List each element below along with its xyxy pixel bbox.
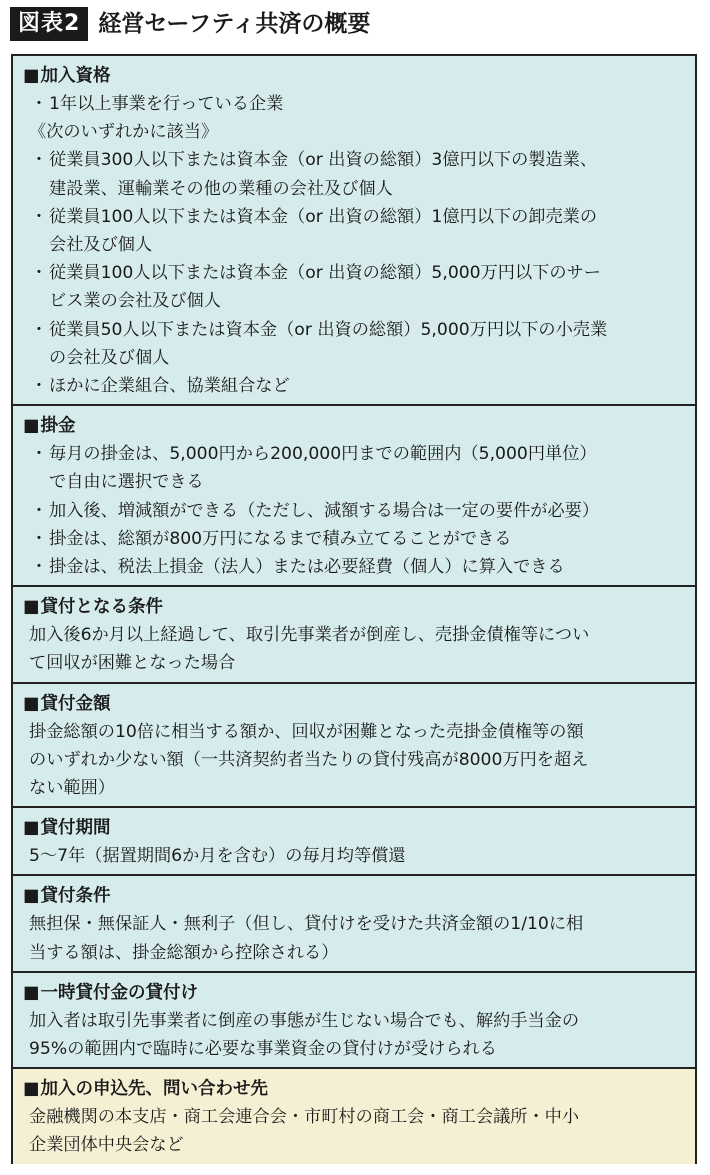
- bullet-text: [49, 440, 685, 496]
- text-line: て回収が困難となった場合: [29, 653, 236, 674]
- section-heading: [13, 876, 695, 910]
- bullet-item: [29, 440, 685, 496]
- bullet-text: [49, 372, 685, 400]
- section-heading-text: 貸付条件: [40, 886, 111, 907]
- section: [13, 56, 695, 404]
- text-line: 従業員50人以下または資本金（or 出資の総額）5,000万円以下の小売業: [49, 319, 608, 340]
- paragraph: [29, 842, 685, 870]
- bullet-item: [29, 316, 685, 372]
- overview-table: [11, 54, 697, 1164]
- text-line: 掛金は、税法上損金（法人）または必要経費（個人）に算入できる: [49, 557, 565, 578]
- text-line: 95%の範囲内で臨時に必要な事業資金の貸付けが受けられる: [29, 1039, 497, 1060]
- section-body: [13, 718, 695, 807]
- text-line: の会社及び個人: [49, 347, 170, 368]
- text-line: 会社及び個人: [49, 235, 153, 256]
- bullet-text: [49, 90, 685, 118]
- text-line: 1年以上事業を行っている企業: [49, 94, 284, 114]
- section: [13, 1067, 695, 1163]
- bullet-item: [29, 372, 685, 400]
- bullet-text: [49, 316, 685, 372]
- square-marker-icon: ■: [23, 886, 40, 907]
- bullet-item: [29, 90, 685, 118]
- bullet-dot-icon: ・: [30, 319, 48, 340]
- square-marker-icon: ■: [23, 416, 40, 437]
- text-line: 金融機関の本支店・商工会連合会・市町村の商工会・商工会議所・中小: [29, 1107, 580, 1128]
- bullet-dot-icon: ・: [30, 206, 48, 227]
- bullet-item: [29, 497, 685, 525]
- paragraph: [29, 621, 685, 677]
- section-body: [13, 90, 695, 404]
- text-line: 加入後6か月以上経過して、取引先事業者が倒産し、売掛金債権等につい: [29, 625, 590, 646]
- text-line: 当する額は、掛金総額から控除される）: [29, 942, 339, 963]
- square-marker-icon: ■: [23, 597, 40, 618]
- square-marker-icon: ■: [23, 818, 40, 839]
- text-line: 5〜7年（据置期間6か月を含む）の毎月均等償還: [29, 846, 406, 867]
- square-marker-icon: ■: [23, 693, 40, 714]
- paragraph: [29, 118, 685, 146]
- text-line: ほかに企業組合、協業組合など: [49, 376, 290, 397]
- section-heading-text: 掛金: [40, 416, 76, 437]
- text-line: 毎月の掛金は、5,000円から200,000円までの範囲内（5,000円単位）: [49, 444, 597, 465]
- section-body: [13, 621, 695, 681]
- section-body: [13, 1103, 695, 1163]
- bullet-item: [29, 259, 685, 315]
- section-body: [13, 1007, 695, 1067]
- section: [13, 806, 695, 874]
- section-heading: [13, 1069, 695, 1103]
- text-line: のいずれか少ない額（一共済契約者当たりの貸付残高が8000万円を超え: [29, 749, 589, 770]
- bullet-item: [29, 525, 685, 553]
- section-heading: [13, 406, 695, 440]
- text-line: ビス業の会社及び個人: [49, 291, 221, 312]
- section-heading: [13, 808, 695, 842]
- bullet-text: [49, 497, 685, 525]
- section-heading: [13, 56, 695, 90]
- bullet-dot-icon: ・: [30, 528, 48, 549]
- text-line: 従業員300人以下または資本金（or 出資の総額）3億円以下の製造業、: [49, 150, 598, 171]
- bullet-text: [49, 259, 685, 315]
- text-line: 加入者は取引先事業者に倒産の事態が生じない場合でも、解約手当金の: [29, 1010, 580, 1031]
- square-marker-icon: ■: [23, 982, 40, 1003]
- bullet-dot-icon: ・: [30, 94, 48, 114]
- bullet-text: [49, 525, 685, 553]
- bullet-text: [49, 553, 685, 581]
- bullet-dot-icon: ・: [30, 557, 48, 578]
- figure-title-row: [10, 6, 370, 42]
- paragraph: [29, 1007, 685, 1063]
- text-line: 《次のいずれかに該当》: [29, 122, 219, 143]
- text-line: 掛金総額の10倍に相当する額か、回収が困難となった売掛金債権等の額: [29, 721, 584, 742]
- section: [13, 682, 695, 807]
- text-line: 建設業、運輸業その他の業種の会社及び個人: [49, 178, 393, 199]
- section-body: [13, 842, 695, 874]
- text-line: 企業団体中央会など: [29, 1135, 184, 1156]
- figure-title: 経営セーフティ共済の概要: [98, 11, 371, 37]
- section-heading-text: 加入の申込先、問い合わせ先: [40, 1079, 269, 1100]
- bullet-dot-icon: ・: [30, 263, 48, 284]
- section: [13, 585, 695, 681]
- text-line: ない範囲）: [29, 778, 115, 799]
- section: [13, 874, 695, 970]
- section: [13, 404, 695, 585]
- section-heading-text: 貸付金額: [40, 693, 111, 714]
- bullet-text: [49, 146, 685, 202]
- text-line: で自由に選択できる: [49, 472, 204, 493]
- bullet-item: [29, 553, 685, 581]
- section-heading-text: 一時貸付金の貸付け: [40, 982, 199, 1003]
- section-heading: [13, 587, 695, 621]
- paragraph: [29, 910, 685, 966]
- text-line: 従業員100人以下または資本金（or 出資の総額）5,000万円以下のサー: [49, 263, 601, 284]
- text-line: 掛金は、総額が800万円になるまで積み立てることができる: [49, 528, 512, 549]
- text-line: 加入後、増減額ができる（ただし、減額する場合は一定の要件が必要）: [49, 500, 600, 521]
- bullet-dot-icon: ・: [30, 150, 48, 171]
- section-heading-text: 加入資格: [40, 66, 111, 86]
- bullet-text: [49, 203, 685, 259]
- section-heading-text: 貸付期間: [40, 818, 111, 839]
- bullet-dot-icon: ・: [30, 376, 48, 397]
- section-heading-text: 貸付となる条件: [40, 597, 164, 618]
- square-marker-icon: ■: [23, 1079, 40, 1100]
- bullet-dot-icon: ・: [30, 444, 48, 465]
- text-line: 従業員100人以下または資本金（or 出資の総額）1億円以下の卸売業の: [49, 206, 598, 227]
- text-line: 無担保・無保証人・無利子（但し、貸付けを受けた共済金額の1/10に相: [29, 914, 584, 935]
- square-marker-icon: ■: [23, 66, 40, 86]
- bullet-item: [29, 146, 685, 202]
- bullet-dot-icon: ・: [30, 500, 48, 521]
- section-body: [13, 440, 695, 585]
- section-body: [13, 910, 695, 970]
- bullet-item: [29, 203, 685, 259]
- paragraph: [29, 718, 685, 803]
- section: [13, 971, 695, 1067]
- section-heading: [13, 684, 695, 718]
- figure-label: 図表2: [10, 7, 88, 41]
- paragraph: [29, 1103, 685, 1159]
- section-heading: [13, 973, 695, 1007]
